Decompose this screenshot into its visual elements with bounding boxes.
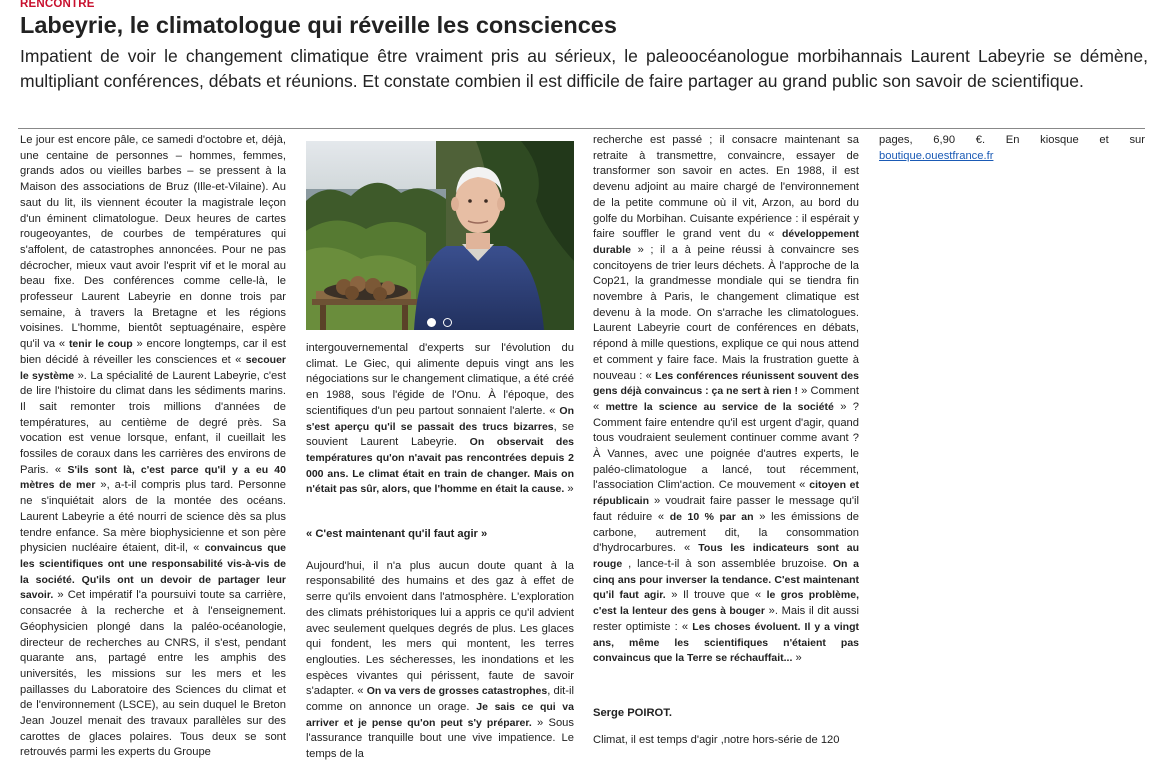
- carousel-dot-1[interactable]: [427, 318, 436, 327]
- article-signature: Serge POIROT.: [593, 706, 672, 719]
- carousel-dot-2[interactable]: [443, 318, 452, 327]
- column-4-text: pages, 6,90 €. En kiosque et sur boutique.ouestfrance.fr: [879, 134, 1145, 162]
- article-title: Labeyrie, le climatologue qui réveille les consciences: [20, 12, 617, 38]
- photo-portrait-image: [306, 141, 574, 330]
- hors-serie-promo-text: Climat, il est temps d'agir ,notre hors-série de 120: [593, 733, 840, 746]
- article-subheading: « C'est maintenant qu'il faut agir »: [306, 528, 488, 541]
- article-kicker: RENCONTRE: [20, 0, 95, 10]
- column-2-text-b: Aujourd'hui, il n'a plus aucun doute quant à la responsabilité des humains et des gaz à effet de serre qu'ils envoient dans l'atmosphère. L'exploration des climats préhistoriques lui a appris ce qu'il advient avec seulement quelques degrés de plus. Les glaces qui fondent, les mers qui montent, les terres englouties. Les sécheresses, les inondations et les espèces vivantes qui périssent, faute de savoir s'adapter. « On va vers de grosses catastrophes, dit-il comme on annonce un orage. Je sais ce qui va arriver et je pense qu'on peut s'y préparer. » Sous l'assurance tranquille bout une vive impatience. Le temps de la: [306, 559, 574, 761]
- article-column-4: [879, 133, 1145, 193]
- column-2-text-a: intergouvernemental d'experts sur l'évolution du climat. Le Giec, qui alimente depuis vingt ans les négociations sur le changement climatique, a été créé en 1988, sous l'égide de l'Onu. À l'époque, des scientifiques d'un peu partout sonnaient l'alerte. « On s'est aperçu qu'il se passait des trucs bizarres, se souvient Laurent Labeyrie. On observait des températures qu'on n'avait pas rencontrées depuis 2 000 ans. Le climat était en train de changer. Mais on n'était pas sûr, alors, que l'homme en était la cause. »: [306, 342, 574, 496]
- article-column-3: [593, 133, 859, 761]
- header-divider: [18, 128, 1145, 129]
- column-1-text: Le jour est encore pâle, ce samedi d'octobre et, déjà, une centaine de personnes – hommes, femmes, grands ados ou vieilles barbes – se pressent à la Maison des associations de Bruz (Ille-et-Vilaine). Au saut du lit, ils viennent écouter la magistrale leçon d'un éminent climatologue. Deux heures de cartes rougeoyantes, de courbes de températures qui s'affolent, de catastrophes annoncées. Pour ne pas décrocher, mieux vaut avoir l'esprit vif et le moral au beau fixe. Des conférences comme celle-là, le professeur Laurent Labeyrie en donne trois par semaine, à travers la Bretagne et les régions voisines. L'homme, bientôt septuagénaire, espère qu'il va « tenir le coup » encore longtemps, car il est bien décidé à réveiller les consciences et « secouer le système ». La spécialité de Laurent Labeyrie, c'est de lire l'histoire du climat dans les sédiments marins. Il sait remonter trois millions d'années de températures, au centième de degré près. Sa vocation est venue lorsque, enfant, il cueillait les fossiles de coraux dans les carrières des environs de Paris. « S'ils sont là, c'est parce qu'il y a eu 40 mètres de mer », a-t-il compris plus tard. Personne ne s'inquiétait alors de la montée des océans. Laurent Labeyrie a été nourri de science dès sa plus tendre enfance. Sa mère biophysicienne et son père physicien nucléaire étaient, dit-il, « convaincus que les scientifiques ont une responsabilité vis-à-vis de la société. Qu'ils ont un devoir de partager leur savoir. » Cet impératif l'a poursuivi toute sa carrière, consacrée à la recherche et à l'enseignement. Géophysicien plongé dans la paléo-océanologie, directeur de recherches au CNRS, il s'est, pendant quarante ans, partagé entre les amphis des universités, les missions sur les mers et les paillasses du Laboratoire des Sciences du climat et de l'environnement (LSCE), au sein duquel le Breton Jean Jouzel menait des travaux parallèles sur des carottes de glaces polaires. Tous deux se sont retrouvés parmi les experts du Groupe: [20, 134, 286, 759]
- article-chapo: Impatient de voir le changement climatique être vraiment pris au sérieux, le paleoocéanologue morbihannais Laurent Labeyrie se démène, multipliant conférences, débats et réunions. Et constate combien il est difficile de faire partager au grand public son savoir de scientifique.: [20, 46, 1148, 91]
- boutique-link[interactable]: boutique.ouestfrance.fr: [879, 149, 994, 162]
- article-column-1: [20, 133, 286, 761]
- column-3-text: recherche est passé ; il consacre maintenant sa retraite à transmettre, convaincre, essayer de transformer son savoir en actes. En 1988, il est devenu adjoint au maire chargé de l'environnement de la petite commune où il vit, Arzon, au bord du golfe du Morbihan. Cuisante expérience : il espérait y faire souffler le grand vent du « développement durable » ; il a à peine réussi à convaincre ses concitoyens de trier leurs déchets. À l'approche de la Cop21, la grandmesse mondiale qui se tiendra fin novembre à Paris, le changement climatique est devenu à la mode. On s'arrache les climatologues. Laurent Labeyrie court de conférences en débats, répond à mille questions, explique ce qui nous attend et comment y faire face. Mais la frustration guette à nouveau : « Les conférences réunissent souvent des gens déjà convaincus : ça ne sert à rien ! » Comment « mettre la science au service de la société » ? Comment faire entendre qu'il est urgent d'agir, quand tous voudraient seulement continuer comme avant ? À Vannes, avec une poignée d'autres experts, le paléo-climatologue a lancé, tout récemment, l'association Clim'action. Ce mouvement « citoyen et républicain » voudrait faire passer le message qu'il faut réduire « de 10 % par an » les émissions de carbone, autrement dit, la consommation d'hydrocarbures. « Tous les indicateurs sont au rouge , lance-t-il à son assemblée bruzoise. On a cinq ans pour inverser la tendance. C'est maintenant qu'il faut agir. » Il trouve que « le gros problème, c'est la lenteur des gens à bouger ». Mais il dit aussi rester optimiste : « Les choses évoluent. Il y a vingt ans, même les scientifiques n'étaient pas convaincus que la Terre se réchauffait... »: [593, 134, 859, 665]
- article-photo[interactable]: [306, 141, 574, 330]
- article-column-2: [306, 341, 574, 761]
